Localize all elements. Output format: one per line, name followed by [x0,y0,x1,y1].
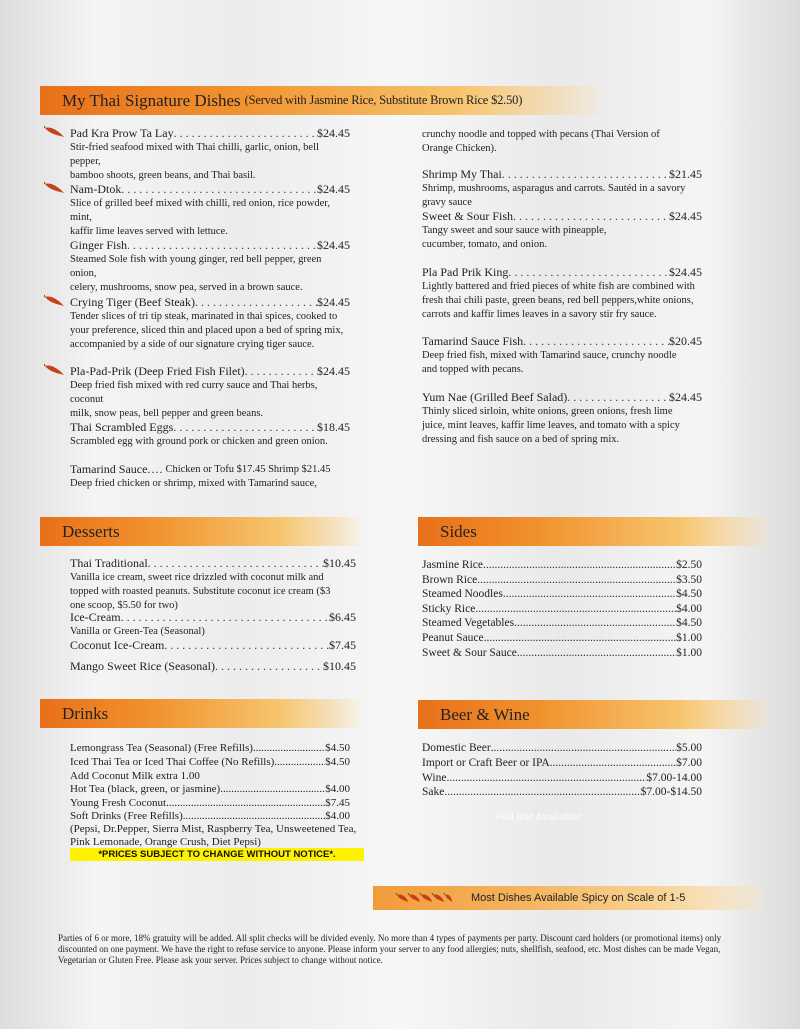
item-desc: kaffir lime leaves served with lettuce. [70,225,228,237]
item-price: $4.00 [676,602,702,615]
chili-pepper-icon [395,891,453,905]
item-price: $7.45 [325,797,350,809]
item-price: $21.45 [669,167,702,181]
chili-pepper-icon [44,181,66,195]
beer-wine-item [422,786,702,798]
item-name: Peanut Sauce [422,632,484,644]
item-name: Iced Thai Tea or Iced Thai Coffee (No Refills) [70,756,275,768]
drink-item [70,810,350,822]
item-desc: your preference, sliced thin and placed upon a bed of spring mix, [70,324,344,336]
item-price: $24.45 [317,364,350,378]
drinks-header: Drinks [40,699,360,728]
item-desc: Shrimp, mushrooms, asparagus and carrots. Sautéd in a savory [422,182,686,194]
price-notice: *PRICES SUBJECT TO CHANGE WITHOUT NOTICE*. [70,848,364,861]
signature-title: My Thai Signature Dishes [62,90,241,110]
item-price: $7.45 [329,638,356,652]
item-desc: Scrambled egg with ground pork or chicken and green onion. [70,435,328,447]
item-desc: one scoop, $5.50 for two) [70,599,178,611]
menu-item [70,127,350,183]
menu-item [70,239,350,295]
item-name: Pla-Pad-Prik (Deep Fried Fish Filet) [70,364,245,378]
item-name: Jasmine Rice [422,559,483,571]
menu-item [70,183,350,239]
drink-item [70,742,350,754]
item-price: $7.00-14.00 [646,772,702,784]
item-desc: topped with roasted peanuts. Substitute coconut ice cream ($3 [70,585,331,597]
item-name: Steamed Vegetables [422,617,515,630]
item-price: $24.45 [669,265,702,279]
item-desc: Vanilla or Green-Tea (Seasonal) [70,625,205,637]
item-name: Sweet & Sour Fish [422,209,514,223]
item-desc: Tender slices of tri tip steak, marinated in thai spices, cooked to [70,310,338,322]
item-price: $10.45 [323,556,356,570]
item-name: Lemongrass Tea (Seasonal) (Free Refills) [70,742,253,754]
item-desc: carrots and kaffir limes leaves in a savory stir fry sauce. [422,308,657,320]
item-name: Ginger Fish [70,238,127,252]
item-desc: Slice of grilled beef mixed with chilli, red onion, rice powder, mint, [70,197,330,223]
menu-item [422,335,702,377]
item-desc: bamboo shoots, green beans, and Thai basil. [70,169,256,181]
menu-item [70,296,350,352]
beer-wine-item [422,757,702,769]
dessert-item [70,557,356,613]
drink-item [70,756,350,768]
side-item [422,603,702,615]
item-name: Pla Pad Prik King [422,265,509,279]
item-name: Coconut Ice-Cream [70,638,165,652]
chili-pepper-icon [44,363,66,377]
item-options: Chicken or Tofu $17.45 Shrimp $21.45 [165,464,331,475]
beer-wine-item [422,742,702,754]
item-price: $24.45 [669,390,702,404]
item-desc: and topped with pecans. [422,363,524,375]
item-price: $24.45 [669,209,702,223]
menu-item [70,365,350,421]
item-price: $18.45 [317,420,350,434]
item-price: $24.45 [317,182,350,196]
item-price: $24.45 [317,295,350,309]
spicy-note-band [373,886,763,910]
signature-subtitle: (Served with Jasmine Rice, Substitute Brown Rice $2.50) [244,93,523,107]
menu-item [422,210,702,252]
beer-wine-item [422,772,702,784]
item-desc: milk, snow peas, bell pepper and green beans. [70,407,264,419]
item-desc: Vanilla ice cream, sweet rice drizzled with coconut milk and [70,571,324,583]
spicy-note-text: Most Dishes Available Spicy on Scale of 1-5 [471,892,686,904]
item-price: $4.50 [325,742,350,754]
item-name: Soft Drinks (Free Refills) [70,810,183,822]
drink-extra: Add Coconut Milk extra 1.00 [70,770,200,782]
item-name: Wine [422,772,447,784]
full-bar-note: Full Bar Available! [496,812,583,823]
item-name: Pad Kra Prow Ta Lay [70,126,174,140]
item-price: $4.50 [676,588,702,601]
desserts-header: Desserts [40,517,360,546]
dessert-item [70,611,356,639]
item-name: Thai Traditional [70,556,148,570]
side-item [422,588,702,600]
item-name: Ice-Cream [70,610,121,624]
item-name: Young Fresh Coconut [70,797,167,809]
item-desc: Lightly battered and fried pieces of white fish are combined with [422,280,695,292]
item-price: $4.50 [325,756,350,768]
item-price: $2.50 [676,559,702,571]
menu-item [422,168,702,210]
menu-item [70,421,350,449]
item-name: Tamarind Sauce Fish [422,334,524,348]
item-name: Crying Tiger (Beef Steak) [70,295,195,309]
item-desc: accompanied by a side of our signature crying tiger sauce. [70,338,315,350]
item-price: $1.00 [676,632,702,644]
item-name: Shrimp My Thai [422,167,502,181]
item-desc: Stir-fried seafood mixed with Thai chilli, garlic, onion, bell pepper, [70,141,319,167]
item-name: Sweet & Sour Sauce [422,646,517,659]
item-price: $7.00 [676,757,702,769]
item-desc: Deep fried chicken or shrimp, mixed with Tamarind sauce, [70,477,317,489]
item-name: Brown Rice [422,573,478,586]
item-desc: cucumber, tomato, and onion. [422,238,547,250]
item-name: Import or Craft Beer or IPA [422,757,550,769]
item-price: $20.45 [669,334,702,348]
item-desc: Thinly sliced sirloin, white onions, green onions, fresh lime [422,405,673,417]
item-price: $24.45 [317,238,350,252]
item-price: $3.50 [676,573,702,586]
item-desc: fresh thai chili paste, green beans, red bell peppers,white onions, [422,294,694,306]
item-name: Nam-Dtok [70,182,122,196]
drink-item [70,797,350,809]
signature-header [40,86,600,115]
side-item [422,617,702,629]
menu-item-continuation: crunchy noodle and topped with pecans (Thai Version of Orange Chicken). [422,129,660,154]
side-item [422,574,702,586]
item-name: Thai Scrambled Eggs [70,420,174,434]
drink-desc: Pink Lemonade, Orange Crush, Diet Pepsi) [70,836,261,848]
item-price: $24.45 [317,126,350,140]
item-name: Domestic Beer [422,742,491,754]
item-price: $4.00 [325,810,350,822]
item-name: Mango Sweet Rice (Seasonal) [70,659,215,673]
menu-item-tamarind-sauce: Tamarind Sauce .... Chicken or Tofu $17.45 Shrimp $21.45 Deep fried chicken or shrimp, mixed with Tamarind sauce, [70,463,360,491]
item-name: Sake [422,786,445,798]
item-name: Tamarind Sauce [70,462,148,476]
chili-pepper-icon [44,125,66,139]
dessert-item [70,660,356,674]
sides-header: Sides [418,517,768,546]
item-name: Hot Tea (black, green, or jasmine) [70,783,221,795]
item-desc: dressing and fish sauce on a bed of spring mix. [422,433,620,445]
item-price: $4.00 [325,783,350,795]
item-price: $4.50 [676,617,702,630]
item-desc: Deep fried fish mixed with red curry sauce and Thai herbs, coconut [70,379,318,405]
beer-wine-header: Beer & Wine [418,700,768,729]
item-desc: gravy sauce [422,196,472,208]
chili-pepper-icon [44,294,66,308]
footer-policy: Parties of 6 or more, 18% gratuity will be added. All split checks will be divided evenly. No more than 4 types of payments per party. Discount card holders (or promotional items) only discounted on one payment. We have the right to refuse service to anyone. Please inform your server to any food allergies; nuts, shellfish, seafood, etc. Most dishes can be made Vegan, Vegetarian or Gluten Free. Please ask your server. Prices subject to change without notice. [58,933,722,965]
item-desc: Steamed Sole fish with young ginger, red bell pepper, green onion, [70,253,322,279]
dessert-item [70,639,356,653]
menu-item [422,266,702,322]
item-name: Steamed Noodles [422,588,503,601]
menu-item [422,391,702,447]
item-desc: celery, mushrooms, snow pea, served in a brown sauce. [70,281,303,293]
item-price: $7.00-$14.50 [640,786,702,798]
item-price: $5.00 [676,742,702,754]
item-desc: Deep fried fish, mixed with Tamarind sauce, crunchy noodle [422,349,677,361]
item-price: $10.45 [323,659,356,673]
drink-desc: (Pepsi, Dr.Pepper, Sierra Mist, Raspberry Tea, Unsweetened Tea, [70,823,357,835]
item-name: Yum Nae (Grilled Beef Salad) [422,390,568,404]
item-price: $1.00 [676,646,702,659]
side-item [422,559,702,571]
item-desc: Tangy sweet and sour sauce with pineapple, [422,224,607,236]
side-item [422,632,702,644]
drink-item [70,783,350,795]
side-item [422,647,702,659]
item-name: Sticky Rice [422,602,476,615]
item-price: $6.45 [329,610,356,624]
item-desc: juice, mint leaves, kaffir lime leaves, and tomato with a spicy [422,419,680,431]
